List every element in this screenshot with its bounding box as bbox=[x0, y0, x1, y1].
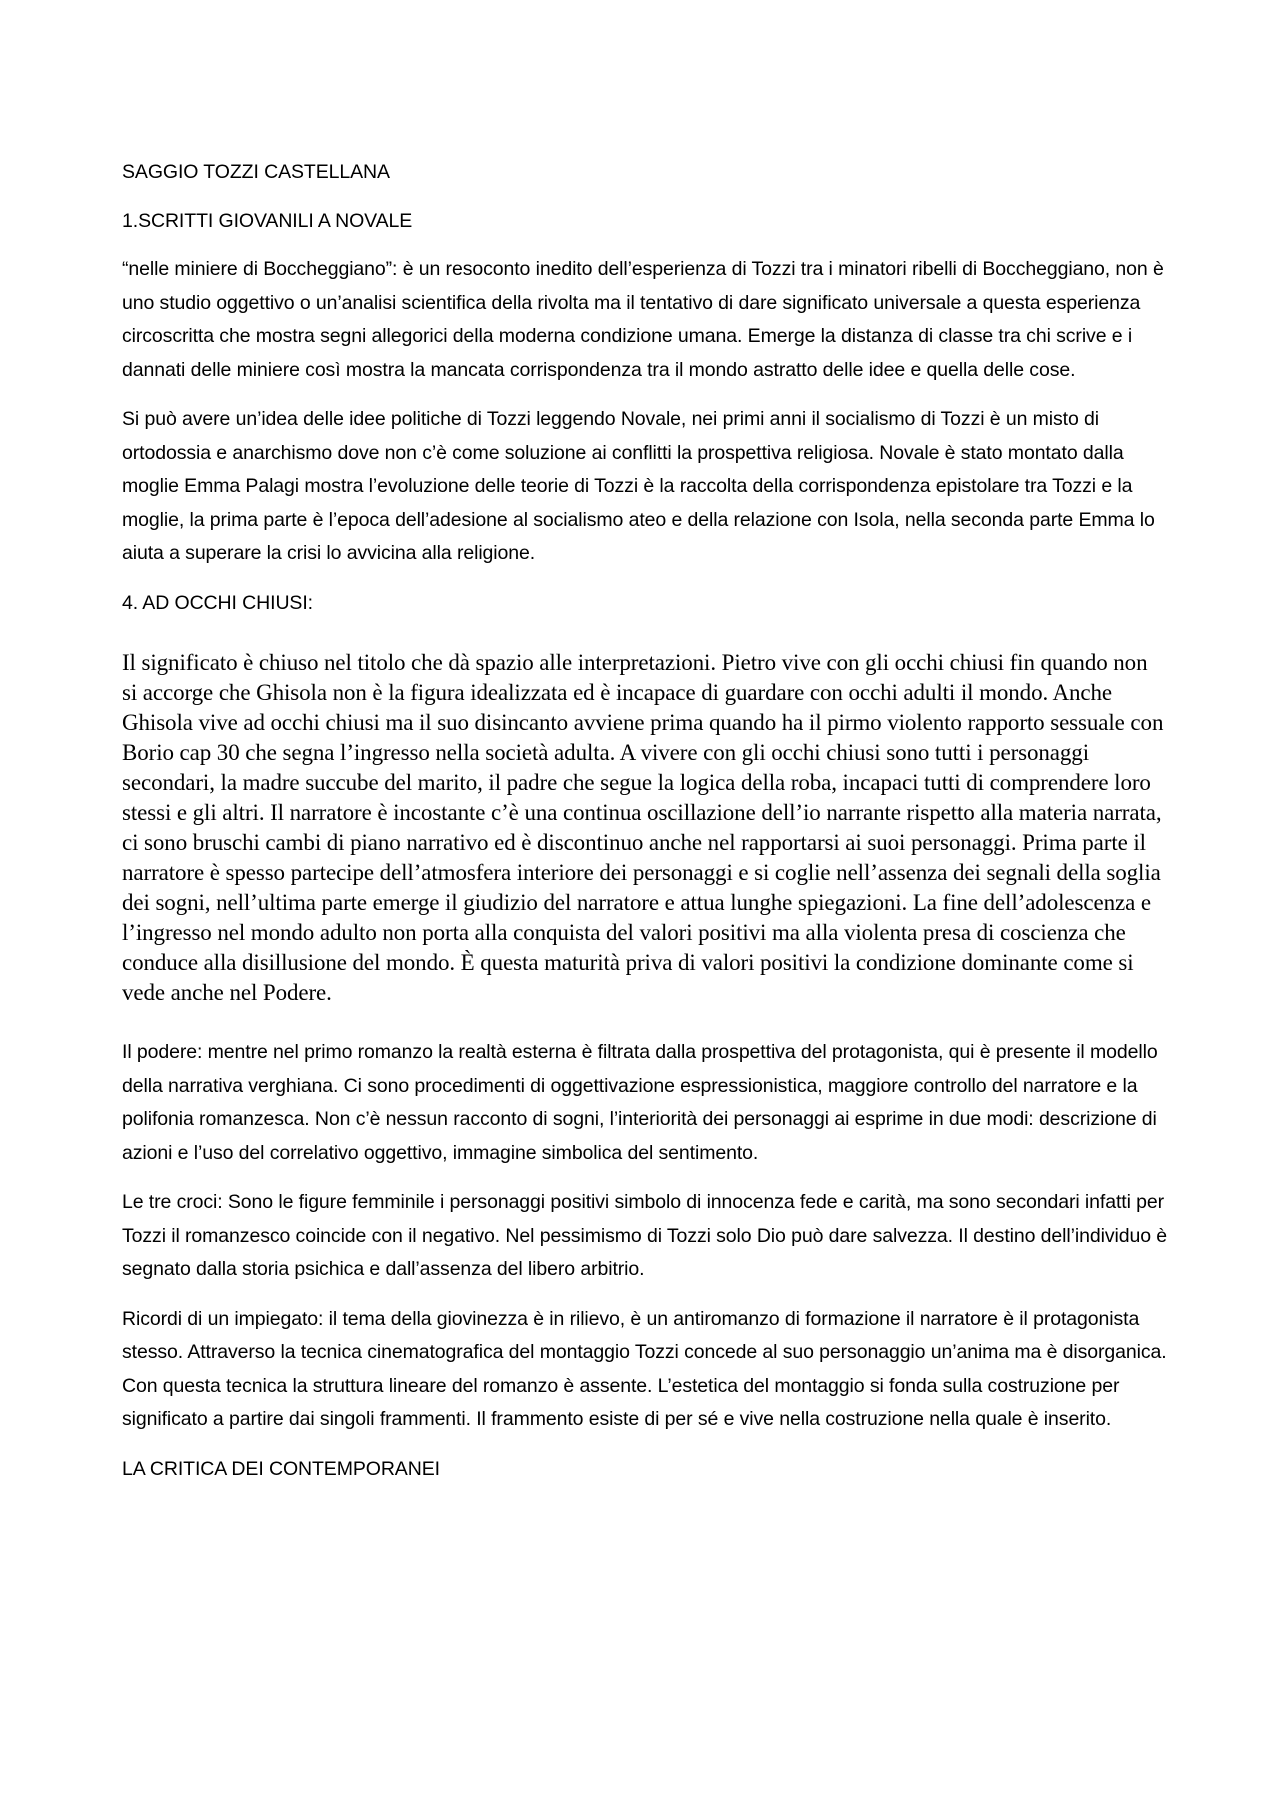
document-title: SAGGIO TOZZI CASTELLANA bbox=[122, 161, 390, 183]
section-heading-critica-contemporanei: LA CRITICA DEI CONTEMPORANEI bbox=[122, 1457, 440, 1480]
document-body bbox=[122, 156, 1168, 1501]
paragraph-miniere-boccheggiano: “nelle miniere di Boccheggiano”: è un resoconto inedito dell’esperienza di Tozzi tra i minatori ribelli di Boccheggiano, non è uno studio oggettivo o un’analisi scientifica della rivolta ma il tentativo di dare significato universale a questa esperienza circoscritta che mostra segni allegorici della moderna condizione umana. Emerge la distanza di classe tra chi scrive e i dannati delle miniere così mostra la mancata corrispondenza tra il mondo astratto delle idee e quella delle cose. bbox=[122, 258, 1164, 381]
section-heading-scritti-giovanili: 1.SCRITTI GIOVANILI A NOVALE bbox=[122, 209, 413, 232]
paragraph-il-podere: Il podere: mentre nel primo romanzo la realtà esterna è filtrata dalla prospettiva del protagonista, qui è presente il modello della narrativa verghiana. Ci sono procedimenti di oggettivazione espressionistica, maggiore controllo del narratore e la polifonia romanzesca. Non c’è nessun racconto di sogni, l’interiorità dei personaggi ai esprime in due modi: descrizione di azioni e l’uso del correlativo oggettivo, immagine simbolica del sentimento. bbox=[122, 1041, 1158, 1164]
section-heading-ad-occhi-chiusi: 4. AD OCCHI CHIUSI: bbox=[122, 591, 313, 614]
paragraph-le-tre-croci: Le tre croci: Sono le figure femminile i personaggi positivi simbolo di innocenza fede e carità, ma sono secondari infatti per Tozzi il romanzesco coincide con il negativo. Nel pessimismo di Tozzi solo Dio può dare salvezza. Il destino dell’individuo è segnato dalla storia psichica e dall’assenza del libero arbitrio. bbox=[122, 1191, 1167, 1280]
paragraph-ricordi-impiegato: Ricordi di un impiegato: il tema della giovinezza è in rilievo, è un antiromanzo di formazione il narratore è il protagonista stesso. Attraverso la tecnica cinematografica del montaggio Tozzi concede al suo personaggio un’anima ma è disorganica. Con questa tecnica la struttura lineare del romanzo è assente. L’estetica del montaggio si fonda sulla costruzione per significato a partire dai singoli frammenti. Il frammento esiste di per sé e vive nella costruzione nella quale è inserito. bbox=[122, 1307, 1167, 1430]
paragraph-novale: Si può avere un’idea delle idee politiche di Tozzi leggendo Novale, nei primi anni il socialismo di Tozzi è un misto di ortodossia e anarchismo dove non c’è come soluzione ai conflitti la prospettiva religiosa. Novale è stato montato dalla moglie Emma Palagi mostra l’evoluzione delle teorie di Tozzi è la raccolta della corrispondenza epistolare tra Tozzi e la moglie, la prima parte è l’epoca dell’adesione al socialismo ateo e della relazione con Isola, nella seconda parte Emma lo aiuta a superare la crisi lo avvicina alla religione. bbox=[122, 408, 1155, 564]
paragraph-ad-occhi-chiusi: Il significato è chiuso nel titolo che dà spazio alle interpretazioni. Pietro vive con gli occhi chiusi fin quando non si accorge che Ghisola non è la figura idealizzata ed è incapace di guardare con occhi adulti il mondo. Anche Ghisola vive ad occhi chiusi ma il suo disincanto avviene prima quando ha il pirmo violento rapporto sessuale con Borio cap 30 che segna l’ingresso nella società adulta. A vivere con gli occhi chiusi sono tutti i personaggi secondari, la madre succube del marito, il padre che segue la logica della roba, incapaci tutti di comprendere loro stessi e gli altri. Il narratore è incostante c’è una continua oscillazione dell’io narrante rispetto alla materia narrata, ci sono bruschi cambi di piano narrativo ed è discontinuo anche nel rapportarsi ai suoi personaggi. Prima parte il narratore è spesso partecipe dell’atmosfera interiore dei personaggi e si coglie nell’assenza dei segnali della soglia dei sogni, nell’ultima parte emerge il giudizio del narratore e attua lunghe spiegazioni. La fine dell’adolescenza e l’ingresso nel mondo adulto non porta alla conquista del valori positivi ma alla violenta presa di coscienza che conduce alla disillusione del mondo. È questa maturità priva di valori positivi la condizione dominante come si vede anche nel Podere. bbox=[122, 650, 1164, 1005]
